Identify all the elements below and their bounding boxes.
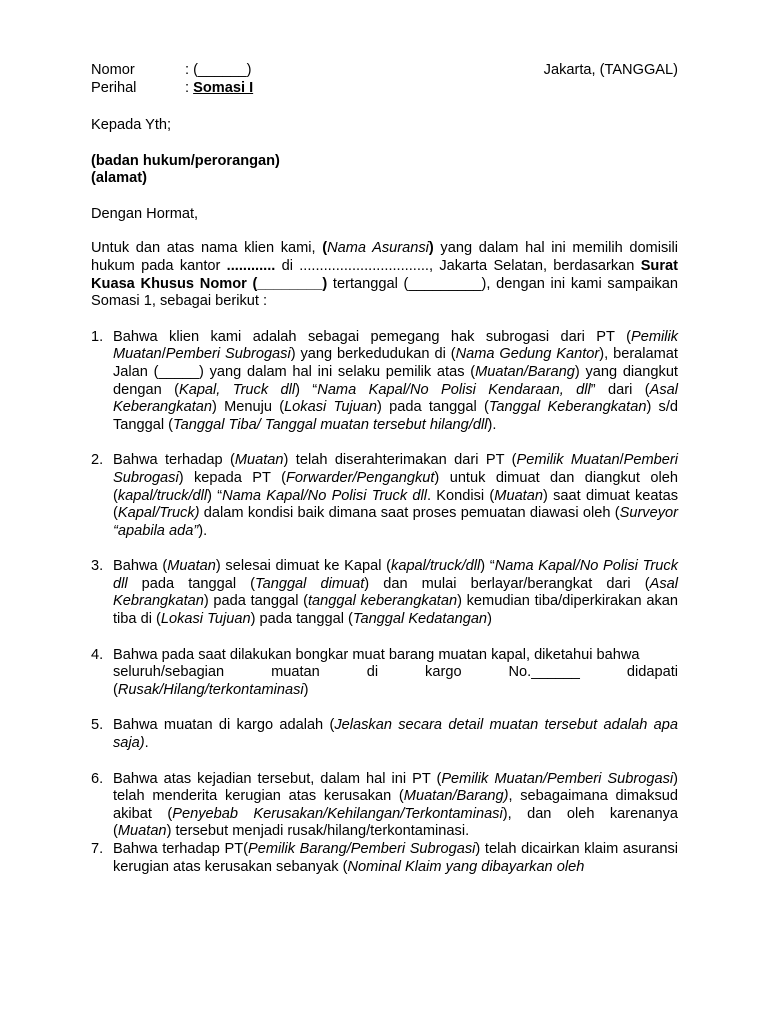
list-item-text: ) “ <box>480 558 495 575</box>
list-item-text: , sebagaimana dimaksud akibat ( <box>113 788 678 822</box>
power-of-attorney-number: Surat Kuasa Khusus Nomor (________) <box>91 257 678 292</box>
list-item-text: ( <box>113 681 118 698</box>
list-item-text: Tanggal dimuat <box>255 575 365 592</box>
numbered-list <box>91 329 678 876</box>
list-item-number: 7. <box>91 841 104 857</box>
intro-text-2: yang dalam hal ini memilih domisili hukum pada kantor <box>91 240 678 274</box>
list-item-text: Bahwa pada saat dilakukan bongkar muat barang muatan kapal, diketahui bahwa <box>113 646 640 663</box>
list-item-text: Muatan <box>494 487 543 504</box>
intro-text-3: di ................................, Jakarta Selatan, berdasarkan <box>275 257 641 274</box>
list-item <box>91 771 678 841</box>
list-item-text: Pemberi Subrogasi <box>165 346 291 363</box>
list-item-text: Tanggal Kedatangan <box>352 611 488 628</box>
perihal-label: Perihal <box>91 80 137 96</box>
list-item-text: Muatan <box>167 558 216 575</box>
intro-bold-open: ( <box>322 240 328 257</box>
list-item <box>91 647 678 700</box>
list-item-text: ) telah diserahterimakan dari PT ( <box>283 452 517 469</box>
list-item-text: dalam kondisi baik dimana saat proses pemuatan diawasi oleh ( <box>199 505 620 522</box>
list-item-text: Bahwa terhadap PT( <box>113 841 248 857</box>
intro-bold-close: ) <box>428 240 434 257</box>
office-placeholder: ............ <box>226 257 276 274</box>
list-item-text: Muatan <box>234 452 284 469</box>
list-item-text: Penyebab Kerusakan/Kehilangan/Terkontaminasi <box>172 805 503 822</box>
list-item-text: Bahwa atas kejadian tersebut, dalam hal ini PT ( <box>113 770 442 787</box>
list-item-text: / <box>161 346 166 363</box>
list-item-text: Lokasi Tujuan <box>160 611 251 628</box>
list-item-text: Bahwa terhadap ( <box>113 452 235 469</box>
list-item-text: ) tersebut menjadi rusak/hilang/terkontaminasi. <box>166 823 470 840</box>
list-item-text: kapal/truck/dll <box>391 558 481 575</box>
recipient-address: (alamat) <box>91 170 147 187</box>
list-item-text: Forwarder/Pengangkut <box>285 469 435 486</box>
intro-text-1: Untuk dan atas nama klien kami, <box>91 240 323 257</box>
list-item-text: Surveyor “apabila ada” <box>113 505 678 539</box>
list-item-text: tanggal keberangkatan <box>307 593 458 610</box>
recipient-greeting: Kepada Yth; <box>91 117 172 133</box>
letter-header <box>91 62 678 98</box>
list-item-text: Jelaskan secara detail muatan tersebut adalah apa saja) <box>113 717 678 752</box>
list-item <box>91 558 678 628</box>
list-item-text: ), beralamat Jalan (_____) yang dalam hal ini selaku pemilik atas ( <box>113 346 678 380</box>
list-item-text: Kapal/Truck) <box>117 505 200 522</box>
perihal-value: Somasi I <box>193 80 254 96</box>
list-item-text: ). <box>198 522 208 539</box>
list-item-number: 2. <box>91 452 104 469</box>
list-item-text: ) kemudian tiba/diperkirakan akan tiba di ( <box>113 593 678 628</box>
perihal-row <box>91 80 253 98</box>
list-item-text: Asal Kebrangkatan <box>113 575 678 610</box>
list-item-text: / <box>619 452 624 469</box>
perihal-colon: : <box>185 80 194 96</box>
list-item-text: ) <box>303 681 309 698</box>
list-item-text: Bahwa klien kami adalah sebagai pemegang hak subrogasi dari PT ( <box>113 328 631 345</box>
list-item-text: Muatan/Barang) <box>403 788 509 805</box>
list-item-text: Nama Gedung Kantor <box>455 346 600 363</box>
list-item <box>91 717 678 752</box>
place-date: Jakarta, (TANGGAL) <box>543 62 678 78</box>
letter-page <box>91 62 678 876</box>
list-item-text: ) telah menderita kerugian atas kerusakan ( <box>113 770 678 805</box>
list-item-text: ” dari ( <box>590 381 650 398</box>
list-item-text: ) Menuju ( <box>212 399 285 416</box>
list-item-text: Pemilik Muatan <box>113 328 678 363</box>
list-item-text: ) dan mulai berlayar/berangkat dari ( <box>364 575 650 592</box>
list-item <box>91 452 678 540</box>
list-item-text: Nama Kapal/No Polisi Kendaraan, dll <box>317 381 591 398</box>
list-item-text: Tanggal Keberangkatan <box>488 399 647 416</box>
list-item-text: ) untuk dimuat dan diangkut oleh ( <box>113 469 678 504</box>
list-item-text: seluruh/sebagian muatan di kargo No.______ didapati <box>113 664 678 681</box>
list-item-text: ) pada tanggal ( <box>203 593 308 610</box>
list-item-text: Kapal, Truck dll <box>178 381 296 398</box>
list-item-text: ) saat dimuat keatas ( <box>113 487 679 522</box>
list-item <box>91 329 678 435</box>
list-item-text: Muatan/Barang <box>475 363 575 380</box>
list-item-text: Bahwa ( <box>113 558 168 575</box>
list-item-text: ) pada tanggal ( <box>250 611 353 628</box>
list-item-text: ). <box>487 416 497 433</box>
list-item <box>91 841 678 876</box>
nomor-label: Nomor <box>91 62 135 78</box>
list-item-text: Pemberi Subrogasi <box>113 452 678 486</box>
list-item-text: . Kondisi ( <box>426 487 495 504</box>
list-item-text: ) s/d Tanggal ( <box>113 399 678 433</box>
list-item-text: Nama Kapal/No Polisi Truck dll <box>222 487 427 504</box>
list-item-number: 1. <box>91 328 104 345</box>
recipient-name: (badan hukum/perorangan) <box>91 152 280 169</box>
list-item-text: ) kepada PT ( <box>178 469 286 486</box>
list-item-text: ), dan oleh karenanya ( <box>113 805 679 840</box>
nomor-row <box>91 62 252 80</box>
list-item-text: Nama Kapal/No Polisi Truck dll <box>113 558 679 592</box>
salutation: Dengan Hormat, <box>91 205 199 222</box>
list-item-number: 4. <box>91 646 104 663</box>
list-item-text: Tanggal Tiba/ Tanggal muatan tersebut hilang/dll <box>173 416 488 433</box>
intro-text-4: tertanggal (_________), dengan ini kami sampaikan Somasi 1, sebagai berikut : <box>91 275 678 310</box>
list-item-text: ) pada tanggal ( <box>377 399 489 416</box>
list-item-text: Pemilik Barang/Pemberi Subrogasi <box>247 841 476 857</box>
intro-paragraph <box>91 240 678 310</box>
insurer-name: Nama Asuransi <box>327 240 429 257</box>
list-item-text: . <box>144 735 149 752</box>
list-item-text: ) “ <box>295 381 318 398</box>
list-item-number: 3. <box>91 558 104 575</box>
nomor-value: : (______) <box>185 62 252 78</box>
list-item-text: Bahwa muatan di kargo adalah ( <box>113 717 335 734</box>
list-item-text: Rusak/Hilang/terkontaminasi <box>117 681 304 698</box>
list-item-text: ) “ <box>207 487 223 504</box>
list-item-number: 5. <box>91 717 104 734</box>
list-item-text: ) <box>487 611 492 628</box>
list-item-text: ) selesai dimuat ke Kapal ( <box>215 558 392 575</box>
list-item-text: Asal Keberangkatan <box>113 381 679 416</box>
list-item-text: Nominal Klaim yang dibayarkan oleh <box>347 858 585 875</box>
list-item-text: kapal/truck/dll <box>117 487 208 504</box>
list-item-text: Pemilik Muatan <box>516 452 620 469</box>
list-item-text: Lokasi Tujuan <box>284 399 378 416</box>
list-item-number: 6. <box>91 770 104 787</box>
list-item-text: ) yang berkedudukan di ( <box>290 346 456 363</box>
list-item-text: pada tanggal ( <box>127 575 256 592</box>
list-item-text: ) yang diangkut dengan ( <box>113 363 678 398</box>
list-item-text: ) telah dicairkan klaim asuransi kerugian atas kerusakan sebanyak ( <box>113 841 679 875</box>
list-item-text: Pemilik Muatan/Pemberi Subrogasi <box>441 770 674 787</box>
list-item-text: Muatan <box>117 823 167 840</box>
